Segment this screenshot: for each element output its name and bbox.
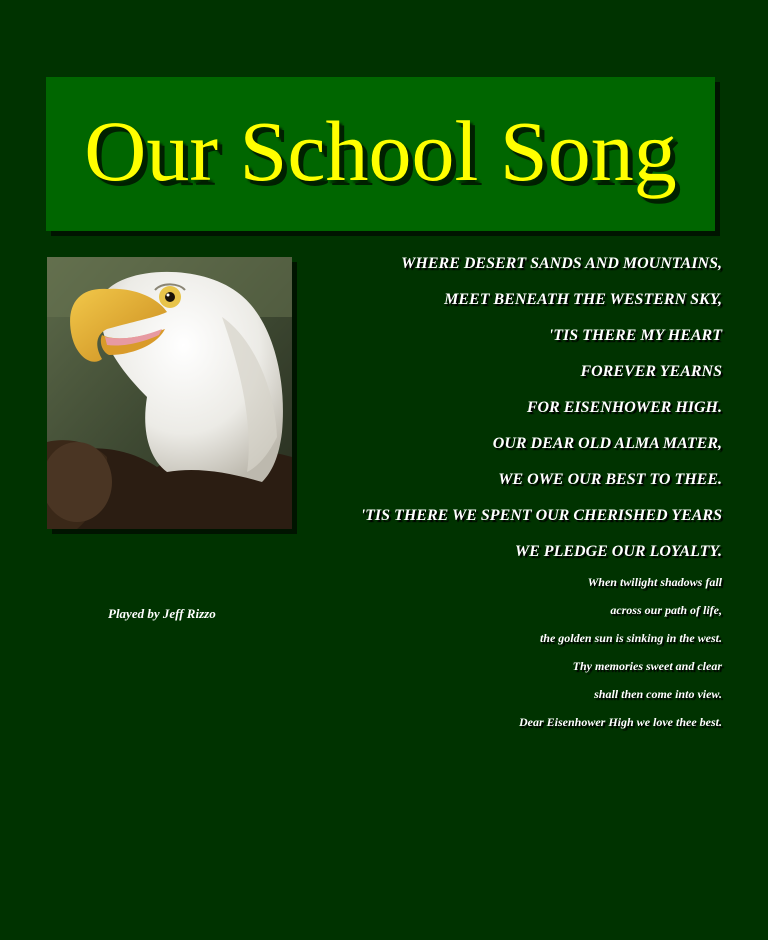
chorus-line: Dear Eisenhower High we love thee best. — [519, 715, 722, 729]
verse-line: FOR EISENHOWER HIGH. — [526, 399, 722, 416]
chorus-line: the golden sun is sinking in the west. — [539, 631, 722, 645]
chorus-line: When twilight shadows fall — [587, 575, 722, 589]
chorus-line: shall then come into view. — [594, 687, 722, 701]
chorus-line: Thy memories sweet and clear — [572, 659, 722, 673]
verse-line: 'TIS THERE MY HEART — [548, 327, 722, 344]
verse-line: 'TIS THERE WE SPENT OUR CHERISHED YEARS — [360, 507, 722, 524]
verse-line: WHERE DESERT SANDS AND MOUNTAINS, — [401, 255, 722, 272]
chorus-line: across our path of life, — [610, 603, 722, 617]
verse-line: MEET BENEATH THE WESTERN SKY, — [444, 291, 722, 308]
eagle-icon — [47, 257, 292, 529]
page-title: Our School Song — [84, 103, 677, 199]
eagle-photo — [47, 257, 292, 529]
verse-line: WE OWE OUR BEST TO THEE. — [498, 471, 722, 488]
verse-line: FOREVER YEARNS — [580, 363, 722, 380]
verse-line: OUR DEAR OLD ALMA MATER, — [492, 435, 722, 452]
credit-text: Played by Jeff Rizzo — [108, 606, 216, 621]
verse-line: WE PLEDGE OUR LOYALTY. — [514, 543, 722, 560]
title-banner — [46, 77, 715, 231]
